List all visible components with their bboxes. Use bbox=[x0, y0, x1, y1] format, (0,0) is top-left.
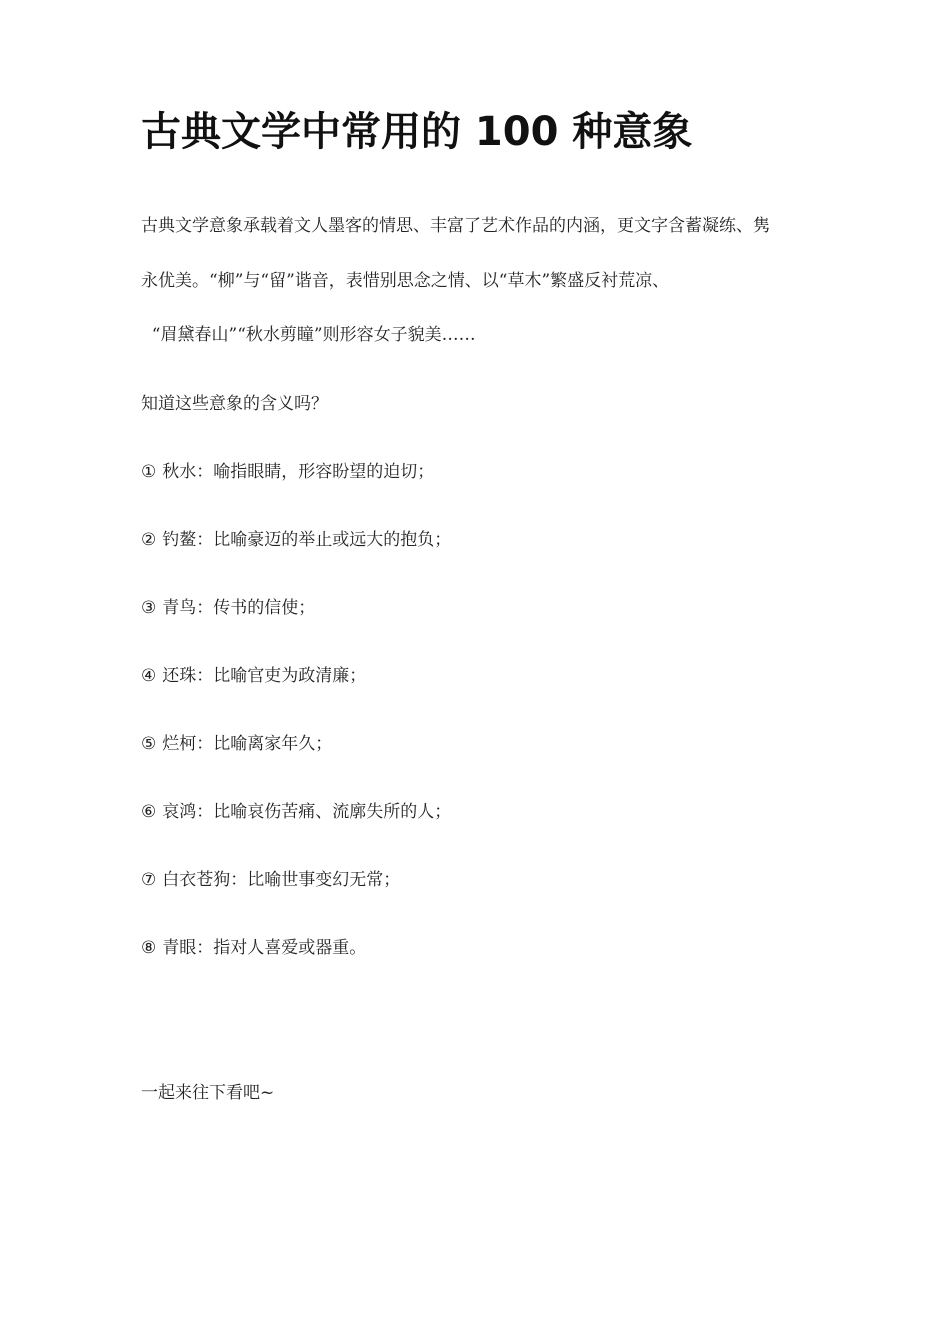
item-text: 白衣苍狗：比喻世事变幻无常； bbox=[162, 870, 401, 890]
list-item bbox=[141, 936, 366, 960]
list-item bbox=[141, 528, 451, 552]
item-text: 还珠：比喻官吏为政清廉； bbox=[162, 666, 367, 686]
list-item bbox=[141, 664, 366, 688]
list-item bbox=[141, 868, 400, 892]
list-item bbox=[141, 596, 315, 620]
list-item bbox=[141, 732, 332, 756]
item-number: ② bbox=[141, 530, 157, 550]
list-item bbox=[141, 460, 434, 484]
item-number: ⑦ bbox=[141, 870, 157, 890]
item-number: ⑥ bbox=[141, 802, 157, 822]
intro-line-3: “眉黛春山”“秋水剪瞳”则形容女子貌美…… bbox=[141, 325, 476, 345]
question-line: 知道这些意象的含义吗？ bbox=[141, 394, 328, 414]
item-number: ③ bbox=[141, 598, 157, 618]
list-item bbox=[141, 800, 451, 824]
intro-line-2: 永优美。“柳”与“留”谐音，表惜别思念之情、以“草木”繁盛反衬荒凉、 bbox=[141, 271, 670, 291]
item-text: 秋水：喻指眼睛，形容盼望的迫切； bbox=[162, 462, 435, 482]
closing-line: 一起来往下看吧~ bbox=[141, 1083, 275, 1103]
item-text: 哀鸿：比喻哀伤苦痛、流廓失所的人； bbox=[162, 802, 452, 822]
item-number: ④ bbox=[141, 666, 157, 686]
item-text: 钓鳌：比喻豪迈的举止或远大的抱负； bbox=[162, 530, 452, 550]
item-text: 青眼：指对人喜爱或器重。 bbox=[162, 938, 367, 958]
item-text: 青鸟：传书的信使； bbox=[162, 598, 316, 618]
item-number: ① bbox=[141, 462, 157, 482]
item-number: ⑤ bbox=[141, 734, 157, 754]
item-number: ⑧ bbox=[141, 938, 157, 958]
intro-line-1: 古典文学意象承载着文人墨客的情思、丰富了艺术作品的内涵，更文字含蓄凝练、隽 bbox=[141, 216, 770, 236]
item-text: 烂柯：比喻离家年久； bbox=[162, 734, 333, 754]
document-title: 古典文学中常用的 100 种意象 bbox=[141, 109, 693, 155]
